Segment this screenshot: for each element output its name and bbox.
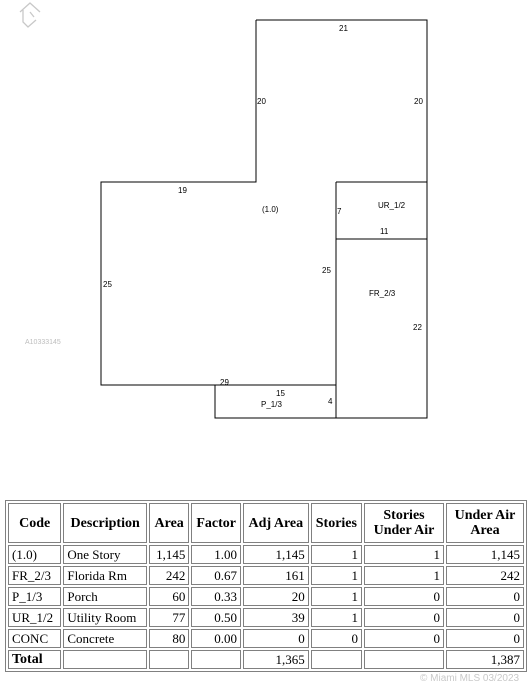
dim-utility-bottom: 11: [380, 227, 389, 236]
total-empty-cell: [191, 650, 241, 669]
total-empty-cell: [364, 650, 444, 669]
cell-code: CONC: [8, 629, 61, 648]
table-header-row: [8, 503, 524, 543]
dim-florida-right: 22: [413, 323, 422, 332]
mls-copyright-watermark: © Miami MLS 03/2023: [420, 673, 520, 684]
cell-stories-under-air: 0: [364, 587, 444, 606]
total-adj-area: 1,365: [243, 650, 309, 669]
header-adj-area: Adj Area: [243, 503, 309, 543]
total-empty-cell: [149, 650, 189, 669]
cell-stories-under-air: 1: [364, 566, 444, 585]
header-factor: Factor: [191, 503, 241, 543]
cell-adj-area: 0: [243, 629, 309, 648]
cell-stories-under-air: 0: [364, 629, 444, 648]
house-logo-icon: [0, 0, 64, 30]
header-under-air-area: Under Air Area: [446, 503, 524, 543]
table-total-row: [8, 650, 524, 669]
cell-area: 60: [149, 587, 189, 606]
dim-main-left: 25: [103, 280, 112, 289]
header-description: Description: [63, 503, 147, 543]
cell-area: 242: [149, 566, 189, 585]
dim-upper-left: 20: [257, 97, 266, 106]
dim-main-bottom: 29: [220, 378, 229, 387]
dim-porch-side: 4: [328, 397, 333, 406]
cell-stories: 0: [311, 629, 362, 648]
cell-stories-under-air: 1: [364, 545, 444, 564]
cell-factor: 1.00: [191, 545, 241, 564]
utility-room-code: UR_1/2: [378, 201, 406, 210]
porch-code: P_1/3: [261, 400, 282, 409]
table-row: [8, 587, 524, 606]
total-empty-cell: [311, 650, 362, 669]
cell-under-air-area: 0: [446, 587, 524, 606]
cell-area: 77: [149, 608, 189, 627]
florida-room-code: FR_2/3: [369, 289, 396, 298]
cell-stories: 1: [311, 545, 362, 564]
dim-main-inner: 25: [322, 266, 331, 275]
cell-description: Utility Room: [63, 608, 147, 627]
dim-utility-left: 7: [337, 207, 342, 216]
cell-under-air-area: 242: [446, 566, 524, 585]
cell-factor: 0.33: [191, 587, 241, 606]
dim-top: 21: [339, 24, 348, 33]
header-stories-under-air: Stories Under Air: [364, 503, 444, 543]
cell-description: Porch: [63, 587, 147, 606]
cell-description: Florida Rm: [63, 566, 147, 585]
cell-code: FR_2/3: [8, 566, 61, 585]
table-row: [8, 629, 524, 648]
header-code: Code: [8, 503, 61, 543]
cell-under-air-area: 1,145: [446, 545, 524, 564]
main-area-code: (1.0): [262, 205, 279, 214]
table-row: [8, 608, 524, 627]
header-stories: Stories: [311, 503, 362, 543]
cell-factor: 0.67: [191, 566, 241, 585]
total-empty-cell: [63, 650, 147, 669]
area-table: [5, 500, 527, 672]
main-area-left-outline: [101, 20, 336, 385]
cell-area: 1,145: [149, 545, 189, 564]
cell-code: P_1/3: [8, 587, 61, 606]
cell-stories: 1: [311, 587, 362, 606]
cell-under-air-area: 0: [446, 608, 524, 627]
total-label: Total: [8, 650, 61, 669]
cell-factor: 0.00: [191, 629, 241, 648]
table-row: [8, 566, 524, 585]
listing-watermark: A10333145: [25, 339, 61, 346]
cell-description: Concrete: [63, 629, 147, 648]
cell-factor: 0.50: [191, 608, 241, 627]
cell-adj-area: 1,145: [243, 545, 309, 564]
main-area-outline: [256, 20, 427, 182]
table-row: [8, 545, 524, 564]
cell-adj-area: 161: [243, 566, 309, 585]
cell-area: 80: [149, 629, 189, 648]
cell-stories: 1: [311, 608, 362, 627]
cell-under-air-area: 0: [446, 629, 524, 648]
cell-code: UR_1/2: [8, 608, 61, 627]
total-under-air-area: 1,387: [446, 650, 524, 669]
cell-adj-area: 39: [243, 608, 309, 627]
dim-porch-top: 15: [276, 389, 285, 398]
cell-description: One Story: [63, 545, 147, 564]
cell-code: (1.0): [8, 545, 61, 564]
dim-main-top: 19: [178, 186, 187, 195]
cell-stories: 1: [311, 566, 362, 585]
dim-upper-right: 20: [414, 97, 423, 106]
header-area: Area: [149, 503, 189, 543]
cell-stories-under-air: 0: [364, 608, 444, 627]
cell-adj-area: 20: [243, 587, 309, 606]
